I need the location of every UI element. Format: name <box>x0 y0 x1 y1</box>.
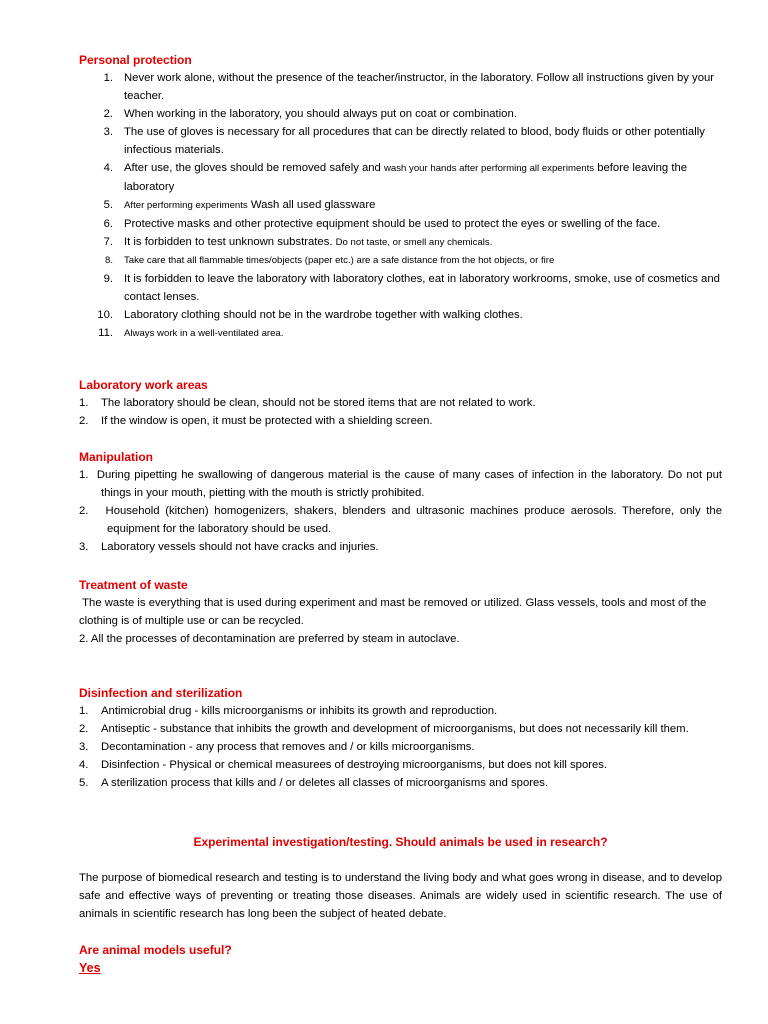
list-item: 1. Antimicrobial drug - kills microorganisms or inhibits its growth and reproduction. <box>79 705 498 717</box>
list-item: 6. Protective masks and other protective equipment should be used to protect the eyes or swelling of the face. <box>103 218 661 230</box>
list-item: 2. When working in the laboratory, you should always put on coat or combination. <box>103 108 517 120</box>
list-item: 3. Decontamination - any process that removes and / or kills microorganisms. <box>79 741 475 753</box>
answer-yes: Yes <box>79 961 101 975</box>
list-item: 3. Laboratory vessels should not have cracks and injuries. <box>79 541 379 553</box>
section-research <box>79 833 722 977</box>
section-disinfection <box>79 684 722 792</box>
list-work-areas <box>79 394 722 430</box>
waste-paragraph-2: 2. All the processes of decontamination are preferred by steam in autoclave. <box>79 633 460 645</box>
list-item: 2. If the window is open, it must be protected with a shielding screen. <box>79 415 433 427</box>
list-item: 4. Disinfection - Physical or chemical measurees of destroying microorganisms, but does not kill spores. <box>79 759 608 771</box>
list-item: 1. Never work alone, without the presence of the teacher/instructor, in the laboratory. Follow all instructions given by your teacher. <box>103 72 715 102</box>
section-work-areas <box>79 376 722 430</box>
heading-work-areas: Laboratory work areas <box>79 378 208 392</box>
heading-animal-models: Are animal models useful? <box>79 943 232 957</box>
list-personal-protection <box>79 69 722 343</box>
research-paragraph: The purpose of biomedical research and testing is to understand the living body and what goes wrong in disease, and to develop safe and effective ways of preventing or treating those diseases. Animals are widely used in scientific research. The use of animals in scientific research has long been the subject of heated debate. <box>79 872 722 920</box>
list-item: 2. Household (kitchen) homogenizers, shakers, blenders and ultrasonic machines produce aerosols. Therefore, only the equipment for the laboratory should be used. <box>79 505 723 535</box>
section-personal-protection <box>79 51 722 343</box>
list-item: 4. After use, the gloves should be removed safely and wash your hands after performing all experiments before leaving the laboratory <box>103 162 688 193</box>
heading-disinfection: Disinfection and sterilization <box>79 686 243 700</box>
section-waste <box>79 576 722 648</box>
list-manipulation <box>79 466 722 556</box>
list-item: 5. After performing experiments Wash all used glassware <box>103 199 376 211</box>
list-item: 1. During pipetting he swallowing of dangerous material is the cause of many cases of infection in the laboratory. Do not put things in your mouth, pietting with the mouth is strictly prohibited. <box>79 469 722 499</box>
list-item: 2. Antiseptic - substance that inhibits the growth and development of microorganisms, but does not necessarily kill them. <box>79 723 689 735</box>
list-item: 11. Always work in a well-ventilated area. <box>98 327 284 339</box>
list-item: 7. It is forbidden to test unknown substrates. Do not taste, or smell any chemicals. <box>103 236 493 248</box>
list-disinfection <box>79 702 722 792</box>
heading-research: Experimental investigation/testing. Should animals be used in research? <box>193 835 608 849</box>
heading-waste: Treatment of waste <box>79 578 188 592</box>
heading-personal-protection: Personal protection <box>79 53 192 67</box>
list-item: 3. The use of gloves is necessary for all procedures that can be directly related to blood, body fluids or other potentially infectious materials. <box>103 126 705 156</box>
list-item: 1. The laboratory should be clean, should not be stored items that are not related to work. <box>79 397 536 409</box>
list-item: 8. Take care that all flammable times/objects (paper etc.) are a safe distance from the hot objects, or fire <box>104 255 555 266</box>
heading-manipulation: Manipulation <box>79 450 153 464</box>
section-manipulation <box>79 448 722 556</box>
list-item: 5. A sterilization process that kills and / or deletes all classes of microorganisms and spores. <box>79 777 549 789</box>
list-item: 10. Laboratory clothing should not be in the wardrobe together with walking clothes. <box>97 309 523 321</box>
waste-paragraph: The waste is everything that is used during experiment and mast be removed or utilized. Glass vessels, tools and most of the clothing is of multiple use or can be recycled. <box>79 597 710 627</box>
list-item: 9. It is forbidden to leave the laboratory with laboratory clothes, eat in laboratory workrooms, smoke, use of cosmetics and contact lenses. <box>103 273 720 303</box>
